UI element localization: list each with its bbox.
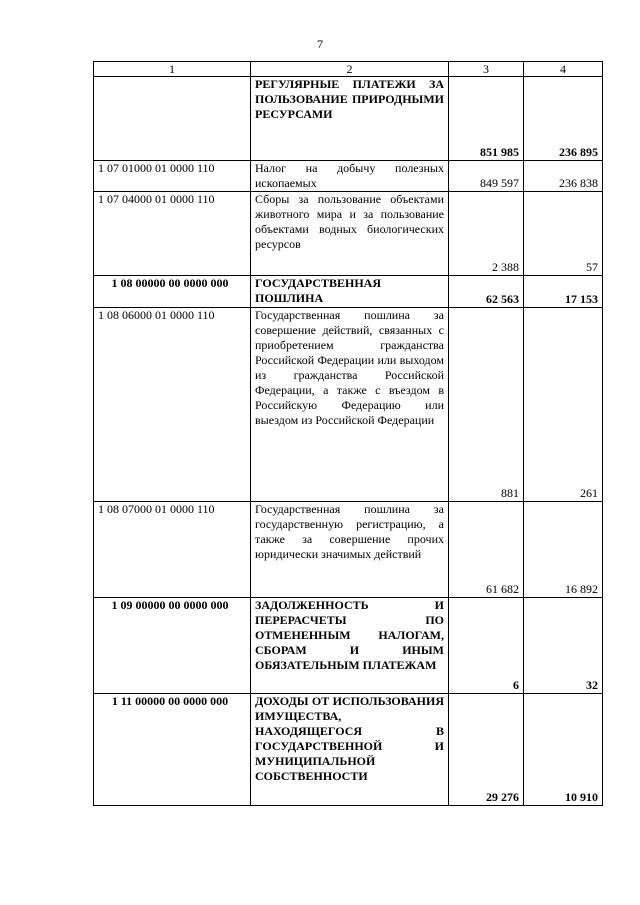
value-cell-col3: 29 276 xyxy=(449,694,524,806)
name-cell: Государственная пошлина за государственную регистрацию, а также за совершение прочих юридически значимых действий xyxy=(251,502,449,598)
code-cell: 1 07 04000 01 0000 110 xyxy=(94,192,251,276)
table-row xyxy=(94,161,603,192)
value-cell-col4: 16 892 xyxy=(524,502,603,598)
name-cell: Налог на добычу полезных ископаемых xyxy=(251,161,449,192)
name-cell: ЗАДОЛЖЕННОСТЬ И ПЕРЕРАСЧЕТЫ ПО ОТМЕНЕННЫМ НАЛОГАМ, СБОРАМ И ИНЫМ ОБЯЗАТЕЛЬНЫМ ПЛАТЕЖАМ xyxy=(251,598,449,694)
table-header-row xyxy=(94,62,603,77)
revenue-table xyxy=(93,61,603,806)
value-cell-col3: 881 xyxy=(449,308,524,502)
table-row xyxy=(94,502,603,598)
value-cell-col4: 236 838 xyxy=(524,161,603,192)
table-row xyxy=(94,694,603,806)
table-row xyxy=(94,276,603,308)
name-cell: Государственная пошлина за совершение действий, связанных с приобретением гражданства Российской Федерации или выходом из гражданства Российской Федерации, а также с въездом в Российскую Федерацию или выездом из Российской Федерации xyxy=(251,308,449,502)
code-cell: 1 07 01000 01 0000 110 xyxy=(94,161,251,192)
value-cell-col3: 62 563 xyxy=(449,276,524,308)
table-row xyxy=(94,308,603,502)
table-row xyxy=(94,192,603,276)
code-cell: 1 08 00000 00 0000 000 xyxy=(94,276,251,308)
code-cell: 1 09 00000 00 0000 000 xyxy=(94,598,251,694)
value-cell-col4: 10 910 xyxy=(524,694,603,806)
code-cell: 1 08 07000 01 0000 110 xyxy=(94,502,251,598)
table-row xyxy=(94,598,603,694)
page-number: 7 xyxy=(317,37,323,51)
value-cell-col4: 261 xyxy=(524,308,603,502)
value-cell-col3: 851 985 xyxy=(449,77,524,161)
name-cell: ГОСУДАРСТВЕННАЯ ПОШЛИНА xyxy=(251,276,449,308)
value-cell-col4: 57 xyxy=(524,192,603,276)
value-cell-col4: 32 xyxy=(524,598,603,694)
name-cell: ДОХОДЫ ОТ ИСПОЛЬЗОВАНИЯ ИМУЩЕСТВА, НАХОДЯЩЕГОСЯ В ГОСУДАРСТВЕННОЙ И МУНИЦИПАЛЬНОЙ СОБСТВЕННОСТИ xyxy=(251,694,449,806)
column-header-4: 4 xyxy=(524,62,603,77)
name-cell: Сборы за пользование объектами животного мира и за пользование объектами водных биологических ресурсов xyxy=(251,192,449,276)
column-header-3: 3 xyxy=(449,62,524,77)
value-cell-col4: 17 153 xyxy=(524,276,603,308)
value-cell-col3: 849 597 xyxy=(449,161,524,192)
value-cell-col3: 61 682 xyxy=(449,502,524,598)
value-cell-col4: 236 895 xyxy=(524,77,603,161)
code-cell: 1 08 06000 01 0000 110 xyxy=(94,308,251,502)
value-cell-col3: 2 388 xyxy=(449,192,524,276)
code-cell xyxy=(94,77,251,161)
column-header-1: 1 xyxy=(94,62,251,77)
table-row xyxy=(94,77,603,161)
name-cell: РЕГУЛЯРНЫЕ ПЛАТЕЖИ ЗА ПОЛЬЗОВАНИЕ ПРИРОДНЫМИ РЕСУРСАМИ xyxy=(251,77,449,161)
code-cell: 1 11 00000 00 0000 000 xyxy=(94,694,251,806)
value-cell-col3: 6 xyxy=(449,598,524,694)
column-header-2: 2 xyxy=(251,62,449,77)
